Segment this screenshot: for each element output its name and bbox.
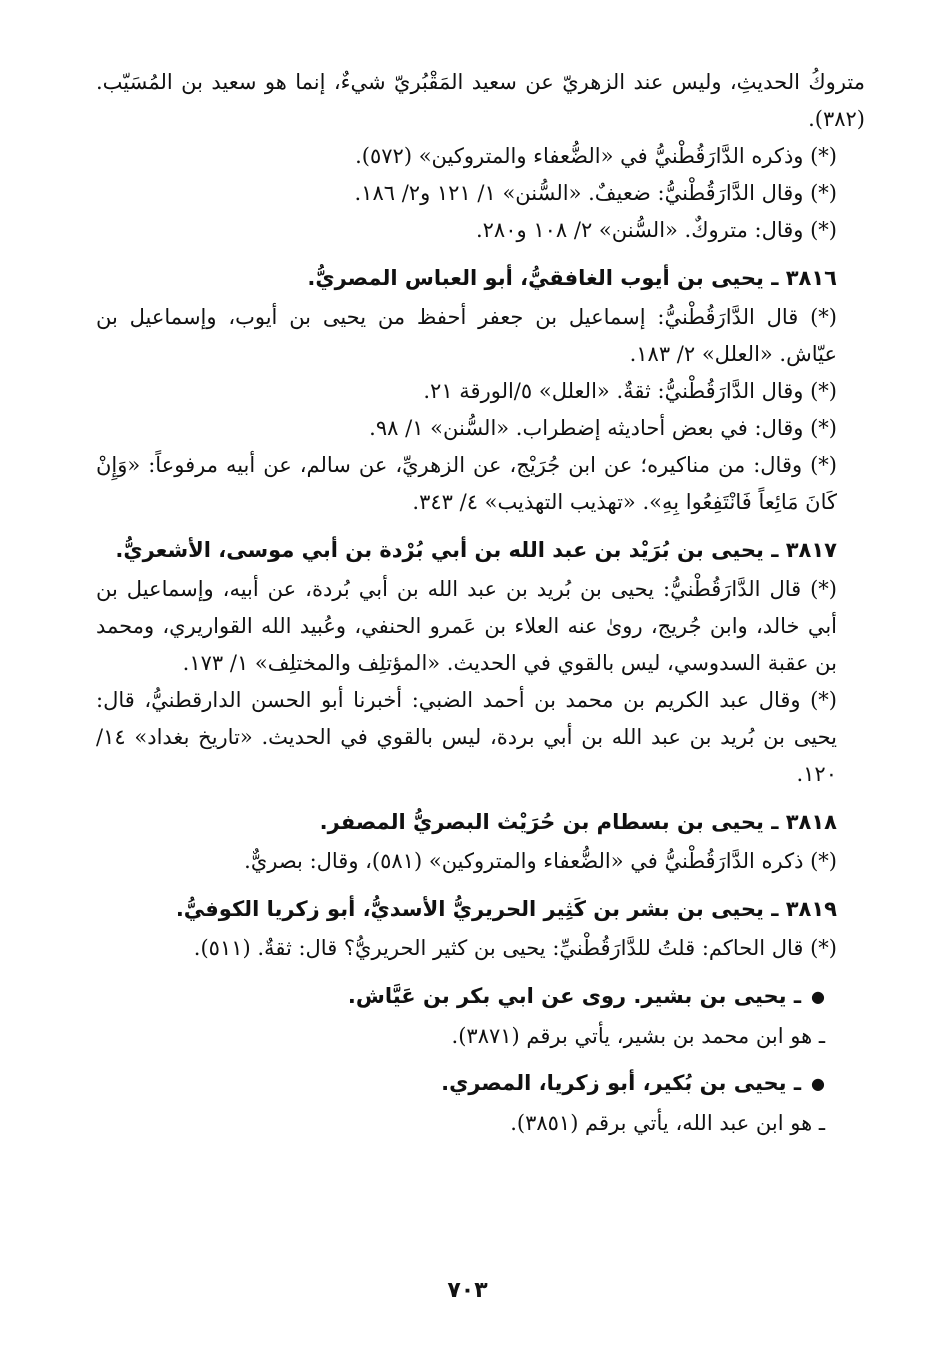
intro-paragraph: متروكُ الحديثِ، وليس عند الزهريّ عن سعيد المَقْبُريّ شيءٌ، إنما هو سعيد بن المُسَيّب. (٣٨٢). bbox=[96, 70, 865, 131]
entry-3819-heading: ٣٨١٩ ـ يحيى بن بشر بن كَثِير الحريريُّ الأسديُّ، أبو زكريا الكوفيُّ. bbox=[175, 897, 837, 921]
cross-reference-2 bbox=[96, 1064, 865, 1103]
cross-reference-1-heading: ـ يحيى بن بشير. روى عن ابي بكر بن عَيَّاش. bbox=[347, 984, 802, 1008]
entry-3817-heading: ٣٨١٧ ـ يحيى بن بُرَيْد بن عبد الله بن أبي بُرْدة بن أبي موسى، الأشعريُّ. bbox=[115, 538, 837, 562]
intro-note-2: (*) وقال الدَّارَقُطْنيُّ: ضعيفٌ. «السُّنن» ١/ ١٢١ و٢/ ١٨٦. bbox=[354, 181, 837, 205]
cross-reference-1-note: ـ هو ابن محمد بن بشير، يأتي برقم (٣٨٧١). bbox=[451, 1024, 825, 1048]
intro-note-3: (*) وقال: متروكٌ. «السُّنن» ٢/ ١٠٨ و٢٨٠. bbox=[475, 218, 837, 242]
cross-reference-2-heading: ـ يحيى بن بُكير، أبو زكريا، المصري. bbox=[441, 1071, 802, 1095]
entry-3818-note-1: (*) ذكره الدَّارَقُطْنيُّ في «الضُّعفاء والمتروكين» (٥٨١)، وقال: بصريٌّ. bbox=[244, 849, 837, 873]
entry-3816-note-1: (*) قال الدَّارَقُطْنيُّ: إسماعيل بن جعفر أحفظ من يحيى بن أيوب، وإسماعيل بن عيّاش. «العلل» ٢/ ١٨٣. bbox=[96, 305, 837, 366]
bullet-icon: ● bbox=[811, 987, 825, 1006]
entry-3816-note-2: (*) وقال الدَّارَقُطْنيُّ: ثقةٌ. «العلل» ٥/الورقة ٢١. bbox=[423, 379, 837, 403]
entry-3816-note-4: (*) وقال: من مناكيره؛ عن ابن جُرَيْج، عن الزهريِّ، عن سالم، عن أبيه مرفوعاً: «وَإِنْ كَانَ مَائِعاً فَانْتَفِعُوا بِهِ». «تهذيب التهذيب» ٤/ ٣٤٣. bbox=[96, 453, 837, 514]
entry-3819-note-1: (*) قال الحاكم: قلتُ للدَّارَقُطْنيِّ: يحيى بن كثير الحريريُّ؟ قال: ثقةٌ. (٥١١). bbox=[193, 936, 837, 960]
intro-note-1: (*) وذكره الدَّارَقُطْنيُّ في «الضُّعفاء والمتروكين» (٥٧٢). bbox=[355, 144, 837, 168]
entry-3818-heading: ٣٨١٨ ـ يحيى بن بسطام بن حُرَيْث البصريُّ المصفر. bbox=[319, 810, 837, 834]
entry-3817-note-2: (*) وقال عبد الكريم بن محمد بن أحمد الضبي: أخبرنا أبو الحسن الدارقطنيُّ، قال: يحيى بن بُريد بن عبد الله بن أبي بردة، ليس بالقوي في الحديث. «تاريخ بغداد» ١٤/ ١٢٠. bbox=[96, 688, 838, 786]
entry-3817-note-1: (*) قال الدَّارَقُطْنيُّ: يحيى بن بُريد بن عبد الله بن أبي بُردة، عن أبيه، وإسماعيل بن أبي خالد، وابن جُريج، روىٰ عنه العلاء بن عَمرو الحنفي، وعُبيد الله القواريري، ومحمد بن عقبة السدوسي، ليس بالقوي في الحديث. «المؤتلِف والمختلِف» ١/ ١٧٣. bbox=[96, 577, 837, 675]
bullet-icon: ● bbox=[811, 1074, 825, 1093]
cross-reference-1 bbox=[96, 977, 865, 1016]
entry-3816-note-3: (*) وقال: في بعض أحاديثه إضطراب. «السُّنن» ١/ ٩٨. bbox=[369, 416, 837, 440]
cross-reference-2-note: ـ هو ابن عبد الله، يأتي برقم (٣٨٥١). bbox=[510, 1111, 825, 1135]
page-number: ٧٠٣ bbox=[447, 1278, 488, 1303]
entry-3816-heading: ٣٨١٦ ـ يحيى بن أيوب الغافقيُّ، أبو العباس المصريُّ. bbox=[307, 266, 837, 290]
